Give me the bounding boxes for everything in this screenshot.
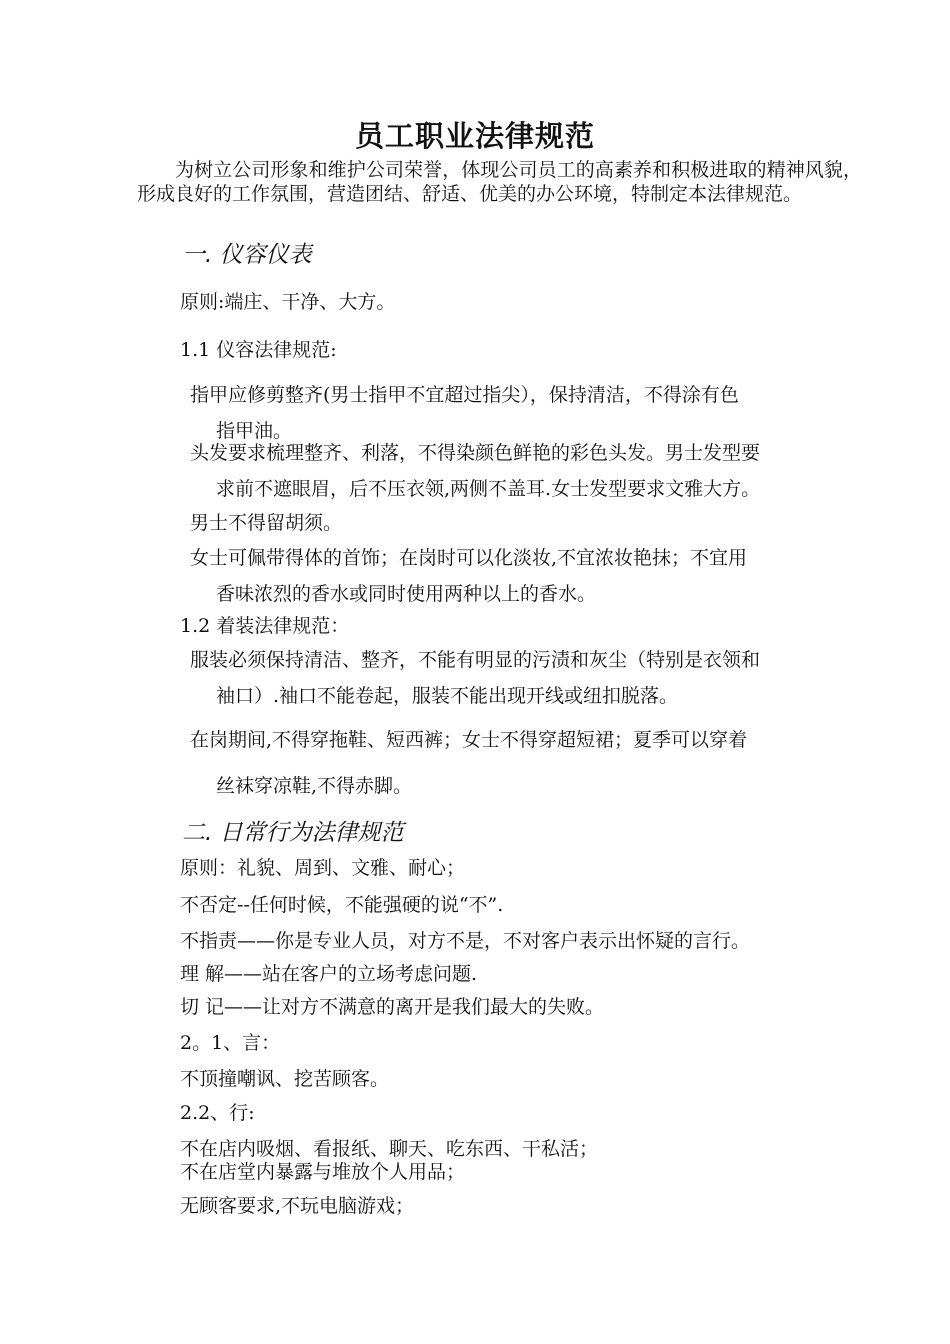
list-item-line: 女士可佩带得体的首饰；在岗时可以化淡妆,不宜浓妆艳抹；不宜用 — [190, 547, 748, 569]
rule-line: 理 解——站在客户的立场考虑问题. — [180, 963, 478, 985]
rule-line: 不否定--任何时候，不能强硬的说“不”. — [180, 894, 504, 916]
list-item-continuation: 丝袜穿凉鞋,不得赤脚。 — [216, 775, 413, 797]
rule-line: 不在店堂内暴露与堆放个人用品； — [180, 1161, 466, 1183]
list-item-line: 服装必须保持清洁、整齐，不能有明显的污渍和灰尘（特别是衣领和 — [190, 649, 761, 671]
list-item-continuation: 袖口）.袖口不能卷起，服装不能出现开线或纽扣脱落。 — [216, 685, 679, 707]
section-1-principle: 原则:端庄、干净、大方。 — [180, 291, 396, 313]
subsection-2-1-label: 2。1、言： — [180, 1032, 281, 1054]
rule-line: 切 记——让对方不满意的离开是我们最大的失败。 — [180, 996, 605, 1018]
list-item-line: 指甲应修剪整齐(男士指甲不宜超过指尖），保持清洁，不得涂有色 — [190, 384, 739, 406]
subsection-2-2-label: 2.2、行: — [180, 1102, 255, 1124]
list-item — [190, 505, 862, 541]
list-item — [190, 642, 862, 714]
rule-line: 不在店内吸烟、看报纸、聊天、吃东西、干私活； — [180, 1138, 599, 1160]
list-item-line: 男士不得留胡须。 — [190, 512, 343, 534]
rule-line: 不顶撞嘲讽、挖苦顾客。 — [180, 1068, 390, 1090]
rule-line: 不指责——你是专业人员，对方不是，不对客户表示出怀疑的言行。 — [180, 930, 751, 952]
subsection-1-2-label: 1.2 着装法律规范： — [180, 615, 350, 637]
list-item-continuation: 求前不遮眼眉，后不压衣领,两侧不盖耳.女士发型要求文雅大方。 — [216, 478, 761, 500]
list-item — [190, 722, 862, 810]
list-item — [190, 435, 862, 507]
list-item — [190, 540, 862, 612]
section-1-heading: 一. 仪容仪表 — [182, 242, 312, 268]
section-2-principle: 原则：礼貌、周到、文雅、耐心； — [180, 857, 466, 879]
list-item-line: 在岗期间,不得穿拖鞋、短西裤；女士不得穿超短裙；夏季可以穿着 — [190, 729, 748, 751]
subsection-1-1-label: 1.1 仪容法律规范: — [180, 339, 337, 361]
list-item-line: 头发要求梳理整齐、利落，不得染颜色鲜艳的彩色头发。男士发型要 — [190, 442, 761, 464]
rule-line: 无顾客要求,不玩电脑游戏； — [180, 1195, 415, 1217]
list-item-continuation: 香味浓烈的香水或同时使用两种以上的香水。 — [216, 583, 597, 605]
section-2-heading: 二. 日常行为法律规范 — [182, 820, 404, 846]
document-title: 员工职业法律规范 — [354, 119, 595, 153]
intro-paragraph: 为树立公司形象和维护公司荣誉，体现公司员工的高素养和积极进取的精神风貌，形成良好的工作氛围，营造团结、舒适、优美的办公环境，特制定本法律规范。 — [137, 159, 862, 205]
list-item-continuation: 指甲油。 — [216, 420, 293, 442]
